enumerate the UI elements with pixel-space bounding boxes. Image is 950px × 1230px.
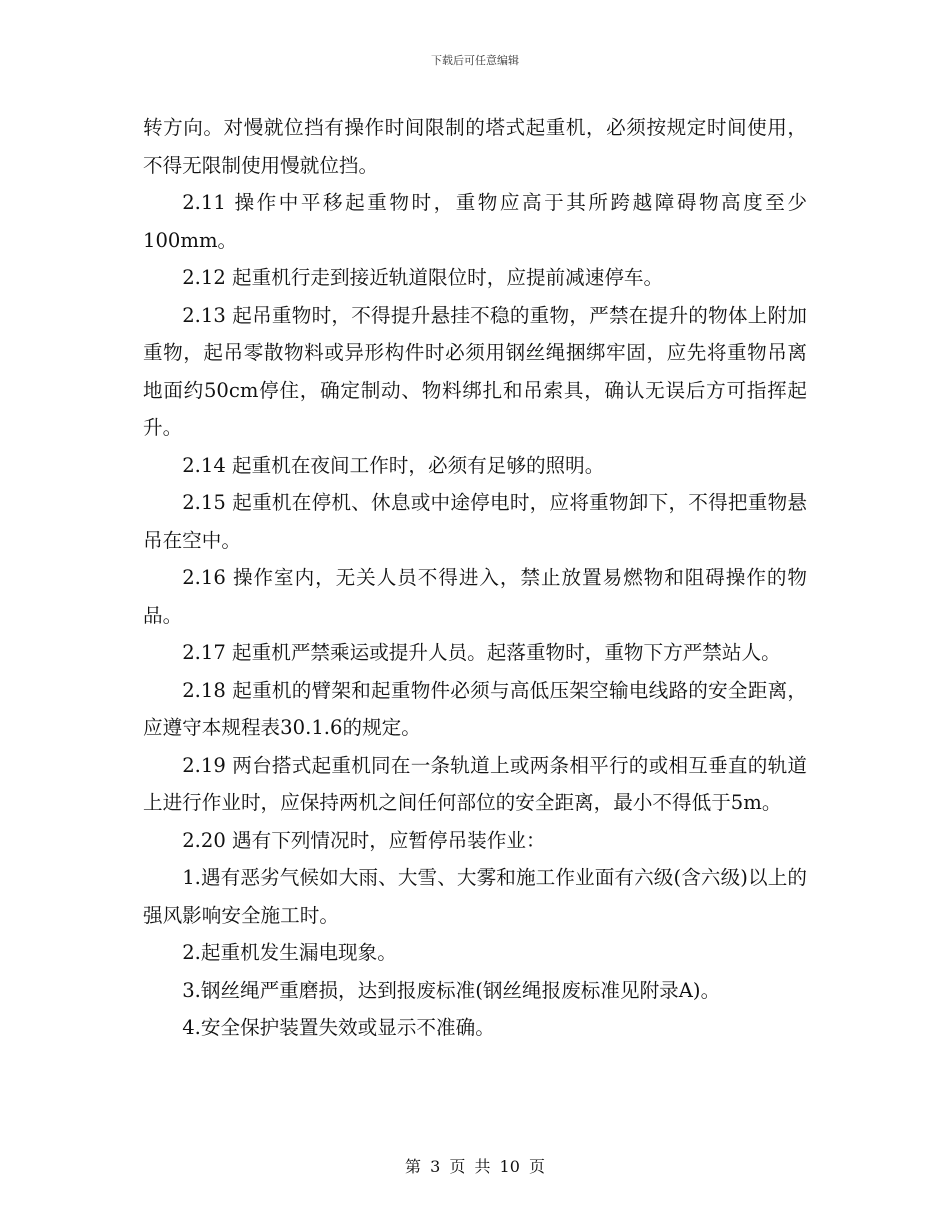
page-footer: 第 3 页 共 10 页: [405, 1157, 545, 1176]
paragraph: 2.20 遇有下列情况时，应暂停吊装作业：: [182, 828, 546, 852]
paragraph: 2.16 操作室内，无关人员不得进入，禁止放置易燃物和阻碍操作的物品。: [143, 566, 807, 627]
paragraph: 2.17 起重机严禁乘运或提升人员。起落重物时，重物下方严禁站人。: [182, 641, 781, 664]
paragraph: 2.18 起重机的臂架和起重物件必须与高低压架空输电线路的安全距离，应遵守本规程表30.1.6的规定。: [143, 678, 807, 739]
paragraph: 2.19 两台搭式起重机同在一条轨道上或两条相平行的或相互垂直的轨道上进行作业时，应保持两机之间任何部位的安全距离，最小不得低于5m。: [143, 753, 807, 814]
paragraph: 2.15 起重机在停机、休息或中途停电时，应将重物卸下，不得把重物悬吊在空中。: [143, 491, 807, 552]
paragraph: 2.13 起吊重物时，不得提升悬挂不稳的重物，严禁在提升的物体上附加重物，起吊零散物料或异形构件时必须用钢丝绳捆绑牢固，应先将重物吊离地面约50cm停住，确定制动、物料绑扎和吊索具，确认无误后方可指挥起升。: [143, 303, 807, 439]
list-item: 3.钢丝绳严重磨损，达到报废标准(钢丝绳报废标准见附录A)。: [182, 978, 721, 1002]
list-item: 4.安全保护装置失效或显示不准确。: [182, 1016, 495, 1039]
paragraph: 2.11 操作中平移起重物时，重物应高于其所跨越障碍物高度至少100mm。: [143, 191, 807, 252]
list-item: 1.遇有恶劣气候如大雨、大雪、大雾和施工作业面有六级(含六级)以上的强风影响安全施工时。: [143, 866, 807, 927]
paragraph: 转方向。对慢就位挡有操作时间限制的塔式起重机，必须按规定时间使用，不得无限制使用慢就位挡。: [143, 116, 807, 177]
document-body: [143, 109, 807, 1047]
paragraph: 2.14 起重机在夜间工作时，必须有足够的照明。: [182, 453, 605, 477]
page-header: 下载后可任意编辑: [431, 54, 519, 67]
paragraph: 2.12 起重机行走到接近轨道限位时，应提前减速停车。: [182, 266, 664, 289]
list-item: 2.起重机发生漏电现象。: [182, 941, 397, 964]
